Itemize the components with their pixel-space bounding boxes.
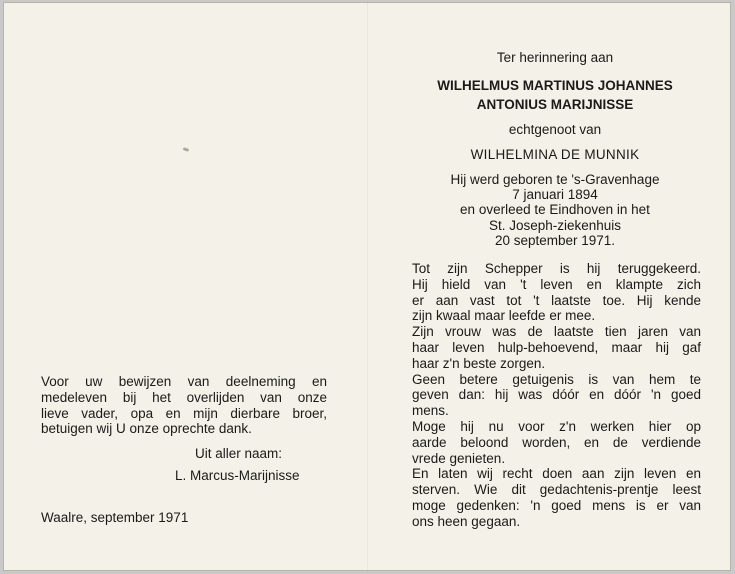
memorial-text-line: ons heen gegaan.	[412, 513, 521, 529]
thanks-text-line: Voor uw bewijzen van deelneming en	[41, 374, 327, 389]
memorial-text-line: sterven. Wie dit gedachtenis-prentje leest	[412, 482, 701, 498]
memorial-text-line: zijn kwaal maar leefde er mee.	[412, 308, 596, 324]
memorial-text-line: Geen betere getuigenis is van hem te	[412, 371, 701, 387]
spouse-label: echtgenoot van	[508, 122, 602, 137]
intro-text: Ter herinnering aan	[496, 50, 614, 65]
thanks-text-line: betuigen wij U onze oprechte dank.	[41, 421, 252, 437]
thanks-text-line: lieve vader, opa en mijn dierbare broer,	[41, 405, 327, 421]
memorial-text-line: Zijn vrouw was de laatste tien jaren van	[412, 324, 701, 340]
memorial-text-line: Hij hield van 't leven en klampte zich	[412, 276, 701, 292]
memorial-text-line: mens.	[412, 403, 449, 419]
birth-date: 7 januari 1894	[512, 187, 598, 202]
thanks-text-line: medeleven bij het overlijden van onze	[41, 389, 327, 405]
memorial-text-line: aarde beloond worden, en de verdiende	[412, 434, 701, 450]
paper-speck	[183, 147, 190, 152]
death-date: 20 september 1971.	[494, 233, 616, 248]
memorial-text	[412, 261, 701, 530]
memorial-card	[3, 2, 731, 571]
memorial-text-line: En laten wij recht doen aan zijn leven en	[412, 466, 701, 482]
memorial-text-line: haar z'n beste zorgen.	[412, 355, 546, 371]
memorial-text-line: haar leven hulp-behoevend, maar hij gaf	[412, 339, 701, 355]
memorial-text-line: Moge hij nu voor z'n werken hier op	[412, 418, 701, 434]
memorial-text-line: er aan vast tot 't laatste toe. Hij kende	[412, 292, 701, 308]
signoff-label: Uit aller naam:	[195, 446, 283, 461]
deceased-name-line1: WILHELMUS MARTINUS JOHANNES	[437, 78, 673, 93]
place-date: Waalre, september 1971	[41, 510, 189, 525]
memorial-text-line: Tot zijn Schepper is hij teruggekeerd.	[412, 261, 701, 276]
death-hospital: St. Joseph-ziekenhuis	[488, 218, 622, 233]
memorial-text-line: geven dan: hij was dóór en dóór 'n goed	[412, 387, 701, 403]
signoff-name: L. Marcus-Marijnisse	[175, 468, 300, 483]
deceased-name-line2: ANTONIUS MARIJNISSE	[476, 97, 634, 112]
memorial-text-line: moge gedenken: 'n goed mens is er van	[412, 497, 701, 513]
birth-place: Hij werd geboren te 's-Gravenhage	[450, 172, 660, 187]
card-fold-line	[367, 2, 368, 571]
memorial-text-line: vrede genieten.	[412, 450, 506, 466]
death-place: en overleed te Eindhoven in het	[460, 202, 650, 217]
thanks-text	[41, 374, 327, 437]
spouse-name: WILHELMINA DE MUNNIK	[470, 147, 640, 162]
